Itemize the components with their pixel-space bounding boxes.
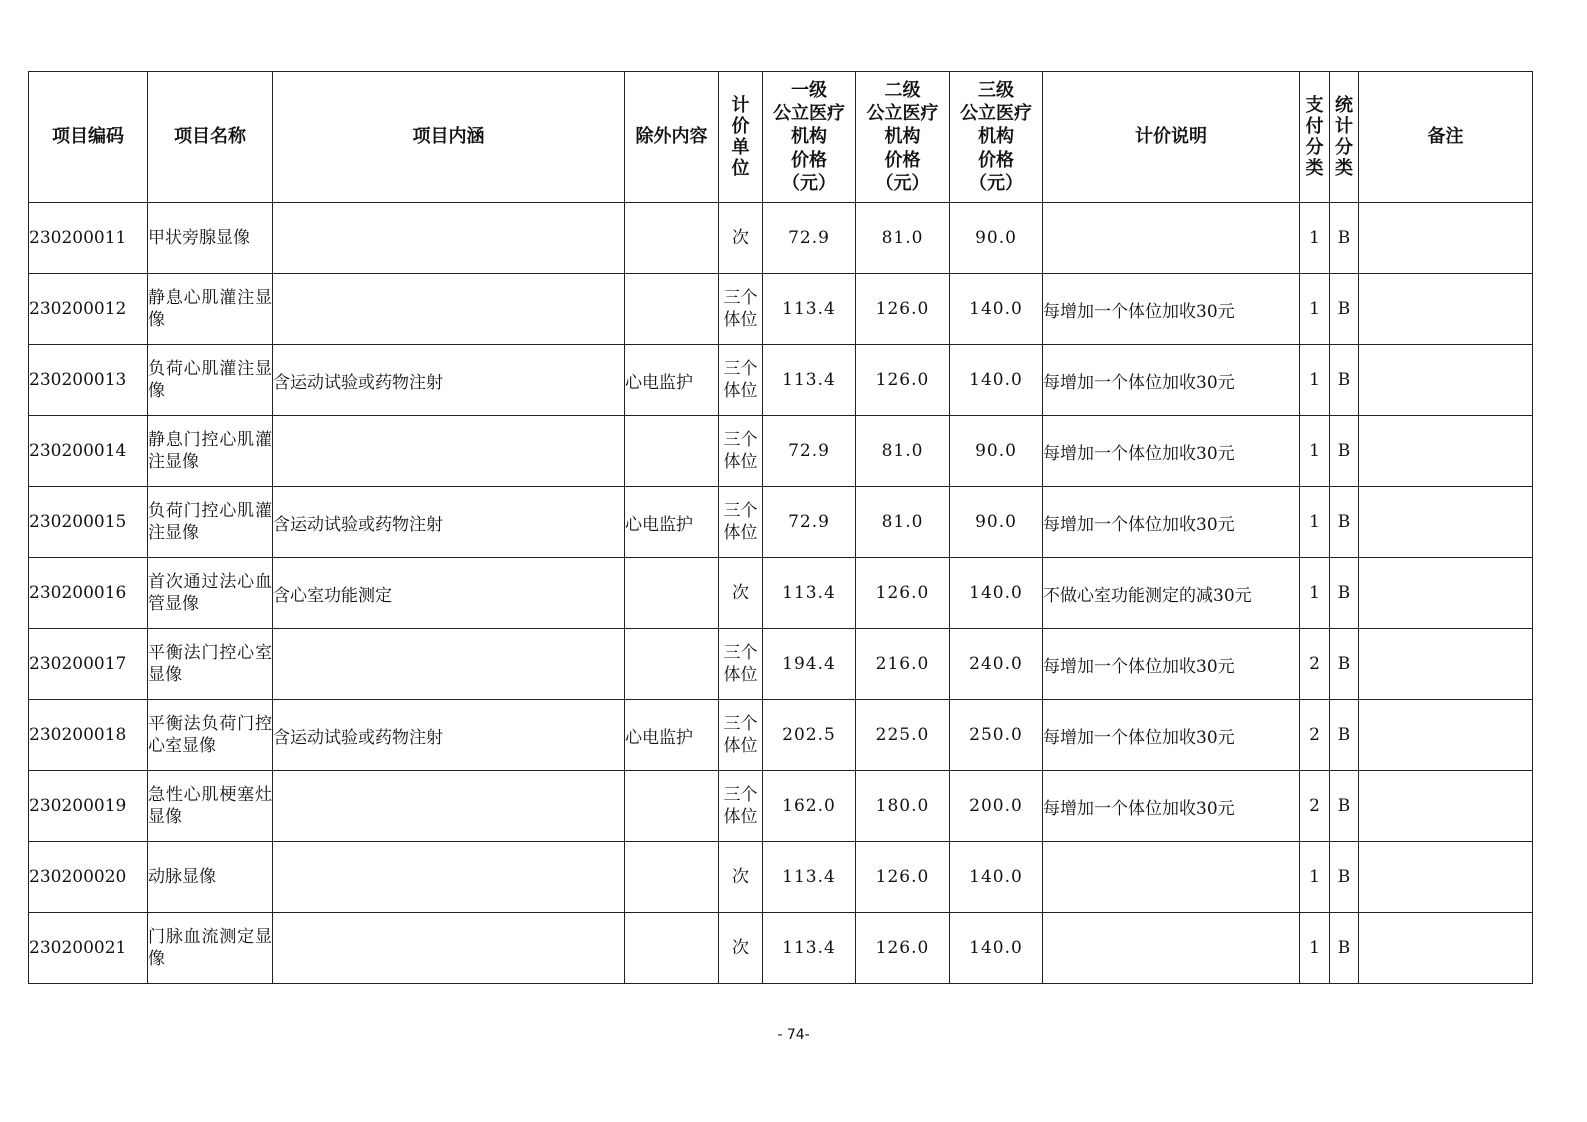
cell-code: 230200012 (29, 274, 148, 345)
cell-excluded (625, 274, 719, 345)
cell-unit: 三个体位 (719, 700, 763, 771)
cell-pricing-note: 每增加一个体位加收30元 (1043, 700, 1300, 771)
cell-content: 含心室功能测定 (273, 558, 625, 629)
cell-pricing-note: 每增加一个体位加收30元 (1043, 629, 1300, 700)
header-code: 项目编码 (29, 72, 148, 203)
cell-unit: 三个体位 (719, 629, 763, 700)
cell-price-level3: 140.0 (950, 842, 1043, 913)
cell-remark (1359, 416, 1533, 487)
header-payment-class: 支 付 分 类 (1300, 72, 1330, 203)
cell-remark (1359, 203, 1533, 274)
cell-pricing-note: 不做心室功能测定的减30元 (1043, 558, 1300, 629)
cell-unit: 次 (719, 913, 763, 984)
cell-stat-class: B (1330, 487, 1359, 558)
cell-price-level2: 126.0 (856, 558, 950, 629)
cell-payment-class: 1 (1300, 274, 1330, 345)
cell-payment-class: 1 (1300, 416, 1330, 487)
cell-stat-class: B (1330, 558, 1359, 629)
header-price-level1: 一级 公立医疗 机构 价格 （元） (763, 72, 856, 203)
table-row (29, 842, 1533, 913)
cell-unit: 三个体位 (719, 416, 763, 487)
cell-code: 230200017 (29, 629, 148, 700)
cell-price-level2: 81.0 (856, 203, 950, 274)
cell-price-level3: 140.0 (950, 345, 1043, 416)
cell-price-level1: 72.9 (763, 203, 856, 274)
cell-price-level2: 81.0 (856, 487, 950, 558)
header-stat-class: 统 计 分 类 (1330, 72, 1359, 203)
cell-code: 230200015 (29, 487, 148, 558)
cell-price-level1: 113.4 (763, 345, 856, 416)
table-row (29, 558, 1533, 629)
header-pricing-note: 计价说明 (1043, 72, 1300, 203)
cell-price-level1: 194.4 (763, 629, 856, 700)
cell-remark (1359, 558, 1533, 629)
cell-price-level1: 162.0 (763, 771, 856, 842)
cell-name: 静息门控心肌灌注显像 (148, 416, 273, 487)
cell-content: 含运动试验或药物注射 (273, 345, 625, 416)
cell-name: 静息心肌灌注显像 (148, 274, 273, 345)
table-row (29, 203, 1533, 274)
cell-stat-class: B (1330, 203, 1359, 274)
cell-excluded (625, 842, 719, 913)
cell-remark (1359, 345, 1533, 416)
cell-price-level3: 250.0 (950, 700, 1043, 771)
cell-pricing-note (1043, 842, 1300, 913)
cell-code: 230200021 (29, 913, 148, 984)
cell-price-level3: 200.0 (950, 771, 1043, 842)
cell-price-level2: 180.0 (856, 771, 950, 842)
cell-stat-class: B (1330, 771, 1359, 842)
page-number: - 74- (777, 1027, 810, 1043)
cell-excluded (625, 203, 719, 274)
cell-remark (1359, 700, 1533, 771)
cell-price-level1: 113.4 (763, 913, 856, 984)
header-excluded: 除外内容 (625, 72, 719, 203)
cell-price-level1: 202.5 (763, 700, 856, 771)
header-unit: 计 价 单 位 (719, 72, 763, 203)
cell-price-level3: 140.0 (950, 558, 1043, 629)
cell-stat-class: B (1330, 913, 1359, 984)
cell-remark (1359, 487, 1533, 558)
table-header (29, 72, 1533, 203)
table-row (29, 913, 1533, 984)
cell-pricing-note: 每增加一个体位加收30元 (1043, 771, 1300, 842)
cell-code: 230200014 (29, 416, 148, 487)
cell-content (273, 629, 625, 700)
cell-excluded (625, 416, 719, 487)
cell-price-level3: 90.0 (950, 416, 1043, 487)
cell-content (273, 913, 625, 984)
table-row (29, 771, 1533, 842)
cell-payment-class: 1 (1300, 345, 1330, 416)
cell-price-level2: 126.0 (856, 842, 950, 913)
header-row (29, 72, 1533, 203)
cell-pricing-note: 每增加一个体位加收30元 (1043, 345, 1300, 416)
table-row (29, 416, 1533, 487)
header-price-level2: 二级 公立医疗 机构 价格 （元） (856, 72, 950, 203)
cell-unit: 次 (719, 842, 763, 913)
cell-name: 甲状旁腺显像 (148, 203, 273, 274)
cell-unit: 三个体位 (719, 487, 763, 558)
cell-content (273, 203, 625, 274)
cell-payment-class: 1 (1300, 558, 1330, 629)
cell-name: 急性心肌梗塞灶显像 (148, 771, 273, 842)
cell-content (273, 416, 625, 487)
cell-name: 首次通过法心血管显像 (148, 558, 273, 629)
cell-payment-class: 2 (1300, 700, 1330, 771)
cell-price-level2: 216.0 (856, 629, 950, 700)
cell-remark (1359, 274, 1533, 345)
cell-unit: 次 (719, 558, 763, 629)
cell-unit: 三个体位 (719, 345, 763, 416)
header-remark: 备注 (1359, 72, 1533, 203)
cell-pricing-note: 每增加一个体位加收30元 (1043, 274, 1300, 345)
cell-content: 含运动试验或药物注射 (273, 700, 625, 771)
cell-price-level3: 90.0 (950, 487, 1043, 558)
cell-content: 含运动试验或药物注射 (273, 487, 625, 558)
cell-payment-class: 1 (1300, 842, 1330, 913)
table-row (29, 345, 1533, 416)
cell-stat-class: B (1330, 629, 1359, 700)
cell-price-level2: 225.0 (856, 700, 950, 771)
cell-pricing-note (1043, 913, 1300, 984)
cell-name: 负荷门控心肌灌注显像 (148, 487, 273, 558)
cell-code: 230200016 (29, 558, 148, 629)
cell-price-level2: 126.0 (856, 345, 950, 416)
cell-content (273, 842, 625, 913)
cell-excluded (625, 771, 719, 842)
cell-price-level2: 126.0 (856, 913, 950, 984)
cell-unit: 次 (719, 203, 763, 274)
cell-name: 平衡法门控心室显像 (148, 629, 273, 700)
cell-price-level1: 72.9 (763, 416, 856, 487)
cell-remark (1359, 629, 1533, 700)
cell-name: 动脉显像 (148, 842, 273, 913)
cell-payment-class: 1 (1300, 913, 1330, 984)
cell-price-level3: 240.0 (950, 629, 1043, 700)
cell-stat-class: B (1330, 345, 1359, 416)
cell-payment-class: 1 (1300, 487, 1330, 558)
cell-price-level2: 126.0 (856, 274, 950, 345)
cell-stat-class: B (1330, 416, 1359, 487)
cell-price-level1: 113.4 (763, 558, 856, 629)
cell-remark (1359, 842, 1533, 913)
cell-price-level1: 113.4 (763, 274, 856, 345)
header-name: 项目名称 (148, 72, 273, 203)
table-body (29, 203, 1533, 984)
cell-code: 230200013 (29, 345, 148, 416)
table-row (29, 274, 1533, 345)
cell-excluded: 心电监护 (625, 345, 719, 416)
cell-payment-class: 2 (1300, 771, 1330, 842)
header-price-level3: 三级 公立医疗 机构 价格 （元） (950, 72, 1043, 203)
cell-stat-class: B (1330, 274, 1359, 345)
cell-code: 230200019 (29, 771, 148, 842)
cell-excluded (625, 913, 719, 984)
cell-name: 负荷心肌灌注显像 (148, 345, 273, 416)
cell-content (273, 771, 625, 842)
pricing-table (28, 71, 1533, 984)
cell-pricing-note: 每增加一个体位加收30元 (1043, 416, 1300, 487)
cell-code: 230200018 (29, 700, 148, 771)
table-row (29, 487, 1533, 558)
cell-payment-class: 1 (1300, 203, 1330, 274)
cell-pricing-note (1043, 203, 1300, 274)
cell-code: 230200020 (29, 842, 148, 913)
cell-name: 门脉血流测定显像 (148, 913, 273, 984)
cell-content (273, 274, 625, 345)
cell-unit: 三个体位 (719, 771, 763, 842)
cell-price-level1: 72.9 (763, 487, 856, 558)
table-row (29, 700, 1533, 771)
cell-price-level3: 140.0 (950, 913, 1043, 984)
cell-remark (1359, 913, 1533, 984)
cell-price-level1: 113.4 (763, 842, 856, 913)
cell-name: 平衡法负荷门控心室显像 (148, 700, 273, 771)
cell-excluded (625, 629, 719, 700)
cell-excluded (625, 558, 719, 629)
cell-stat-class: B (1330, 700, 1359, 771)
cell-excluded: 心电监护 (625, 487, 719, 558)
header-content: 项目内涵 (273, 72, 625, 203)
cell-remark (1359, 771, 1533, 842)
table-row (29, 629, 1533, 700)
cell-price-level3: 140.0 (950, 274, 1043, 345)
cell-stat-class: B (1330, 842, 1359, 913)
cell-excluded: 心电监护 (625, 700, 719, 771)
cell-unit: 三个体位 (719, 274, 763, 345)
cell-pricing-note: 每增加一个体位加收30元 (1043, 487, 1300, 558)
cell-price-level2: 81.0 (856, 416, 950, 487)
cell-code: 230200011 (29, 203, 148, 274)
cell-price-level3: 90.0 (950, 203, 1043, 274)
cell-payment-class: 2 (1300, 629, 1330, 700)
